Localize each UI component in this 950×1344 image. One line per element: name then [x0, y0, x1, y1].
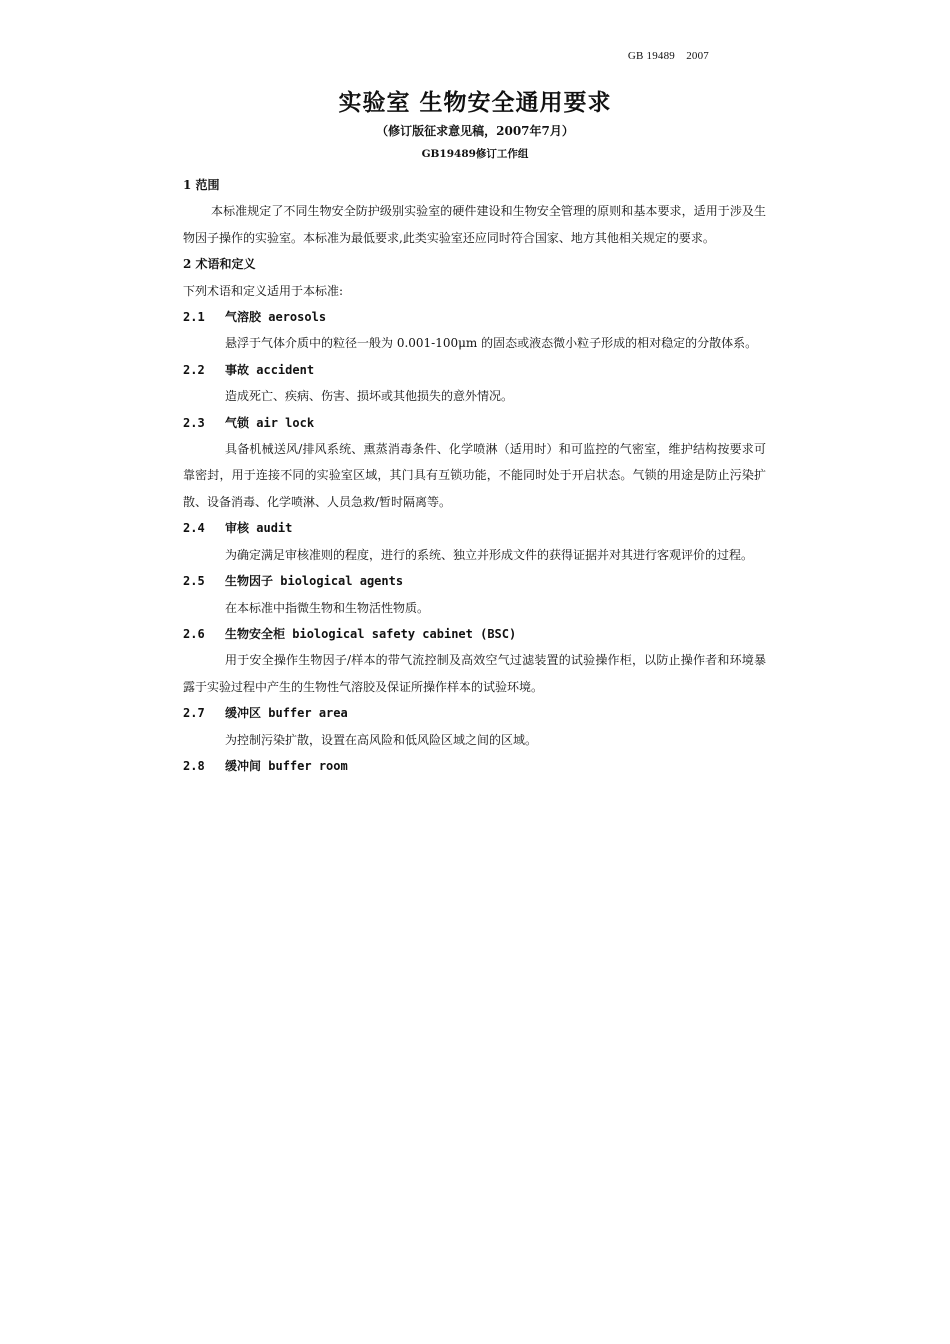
- term-heading: [183, 753, 766, 779]
- term-en: air lock: [256, 415, 315, 430]
- term-heading: [183, 357, 766, 383]
- document-title: 实验室 生物安全通用要求: [338, 89, 612, 116]
- term-definition: 悬浮于气体介质中的粒径一般为 0.001-100μm 的固态或液态微小粒子形成的相对稳定的分散体系。: [225, 336, 758, 351]
- term-number: 2.5: [183, 574, 205, 589]
- term-heading: [183, 621, 766, 647]
- term-definition: 用于安全操作生物因子/样本的带气流控制及高效空气过滤装置的试验操作柜，以防止操作者和环境暴露于实验过程中产生的生物性气溶胶及保证所操作样本的试验环境。: [183, 653, 766, 694]
- term-zh: 缓冲区: [225, 706, 262, 721]
- term-number: 2.7: [183, 706, 205, 721]
- term-zh: 审核: [225, 521, 250, 536]
- term-heading: [183, 410, 766, 436]
- term-zh: 生物因子: [225, 574, 274, 589]
- document-body: [183, 172, 766, 779]
- term-en: biological safety cabinet (BSC): [292, 626, 517, 641]
- term-definition: 具备机械送风/排风系统、熏蒸消毒条件、化学喷淋（适用时）和可监控的气密室，维护结构按要求可靠密封，用于连接不同的实验室区域，其门具有互锁功能，不能同时处于开启状态。气锁的用途是防止污染扩散、设备消毒、化学喷淋、人员急救/暂时隔离等。: [183, 442, 766, 509]
- term-number: 2.2: [183, 362, 205, 377]
- term-definition: 在本标准中指微生物和生物活性物质。: [225, 600, 430, 615]
- term-heading: [183, 304, 766, 330]
- term-en: audit: [256, 521, 293, 536]
- section-heading-scope: 1 范围: [183, 178, 220, 192]
- term-en: aerosols: [268, 310, 327, 325]
- document-subtitle: （修订版征求意见稿，2007年7月）: [376, 124, 574, 138]
- term-number: 2.3: [183, 415, 205, 430]
- term-zh: 气溶胶: [225, 310, 262, 325]
- term-heading: [183, 700, 766, 726]
- term-number: 2.6: [183, 626, 205, 641]
- term-en: accident: [256, 362, 315, 377]
- term-definition: 造成死亡、疾病、伤害、损坏或其他损失的意外情况。: [225, 389, 514, 404]
- term-heading: [183, 568, 766, 594]
- term-zh: 气锁: [225, 415, 250, 430]
- term-en: buffer area: [268, 706, 348, 721]
- term-number: 2.1: [183, 310, 205, 325]
- workgroup-name: GB19489修订工作组: [421, 148, 529, 160]
- section-heading-terms: 2 术语和定义: [183, 257, 256, 272]
- term-number: 2.4: [183, 521, 205, 536]
- term-zh: 缓冲间: [225, 758, 262, 773]
- term-en: biological agents: [280, 574, 404, 589]
- term-heading: [183, 515, 766, 541]
- terms-intro: 下列术语和定义适用于本标准:: [183, 283, 344, 298]
- term-zh: 生物安全柜: [225, 626, 286, 641]
- section-body-scope: 本标准规定了不同生物安全防护级别实验室的硬件建设和生物安全管理的原则和基本要求，适用于涉及生物因子操作的实验室。本标准为最低要求,此类实验室还应同时符合国家、地方其他相关规定的要求。: [183, 204, 766, 245]
- term-definition: 为确定满足审核准则的程度，进行的系统、独立并形成文件的获得证据并对其进行客观评价的过程。: [225, 547, 754, 562]
- term-zh: 事故: [225, 362, 250, 377]
- term-definition: 为控制污染扩散，设置在高风险和低风险区域之间的区域。: [225, 732, 538, 747]
- term-en: buffer room: [268, 758, 348, 773]
- standard-code: GB 19489 2007: [627, 50, 709, 62]
- term-number: 2.8: [183, 758, 205, 773]
